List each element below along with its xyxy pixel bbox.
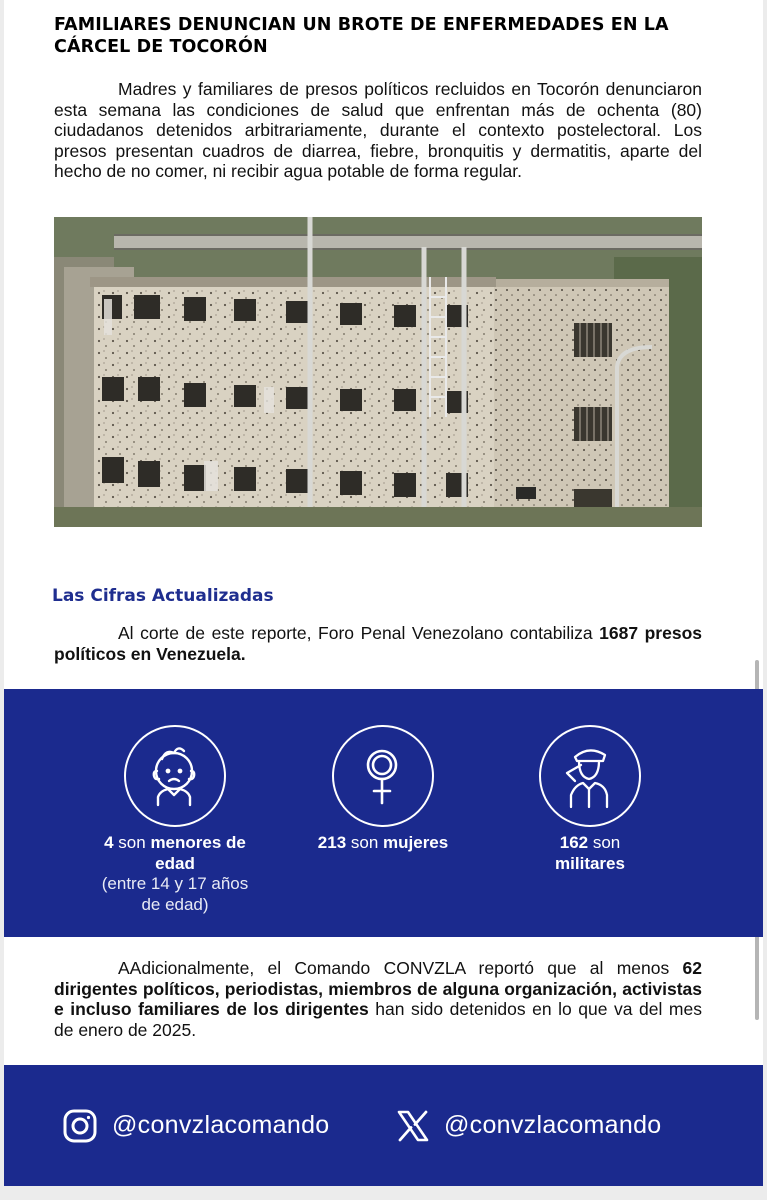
figures-intro-bold: 1687 presos políticos en Venezuela. — [54, 623, 703, 664]
bottom-strip — [0, 1186, 767, 1200]
left-frame — [0, 0, 4, 1200]
stat-women-label: mujeres — [383, 833, 449, 852]
stat-women — [300, 833, 466, 854]
stat-military — [507, 833, 673, 874]
female-symbol-icon — [332, 725, 434, 827]
x-link[interactable] — [396, 1065, 662, 1186]
stat-military-mid: son — [588, 833, 621, 852]
section-title-figures: Las Cifras Actualizadas — [52, 586, 274, 606]
stat-military-label: militares — [555, 853, 625, 873]
instagram-icon — [62, 1108, 98, 1144]
social-band — [4, 1065, 763, 1186]
stat-minors-number: 4 — [104, 833, 114, 852]
instagram-link[interactable] — [62, 1065, 330, 1186]
prison-photo — [54, 217, 702, 527]
stat-minors-sub: (entre 14 y 17 años de edad) — [101, 874, 249, 914]
additional-paragraph — [54, 958, 702, 1040]
stat-minors — [92, 833, 258, 915]
additional-bold: 62 dirigentes políticos, periodistas, miembros de alguna organización, activistas e incluso familiares de los dirigentes — [54, 958, 702, 1019]
additional-before: AAdicionalmente, el Comando CONVZLA reportó que al menos — [118, 958, 683, 978]
figures-intro-text: Al corte de este reporte, Foro Penal Venezolano contabiliza — [118, 623, 600, 643]
stat-women-mid: son — [346, 833, 384, 852]
x-handle[interactable]: @convzlacomando — [444, 1111, 662, 1139]
stats-band — [4, 689, 763, 937]
x-icon — [396, 1109, 430, 1143]
instagram-handle[interactable]: @convzlacomando — [112, 1111, 330, 1139]
right-frame — [763, 0, 767, 1200]
child-icon — [124, 725, 226, 827]
article-paragraph: Madres y familiares de presos políticos recluidos en Tocorón denunciaron esta semana las condiciones de salud que enfrentan más de ochenta (80) ciudadanos detenidos arbitrariamente, durante el contexto postelectoral. Los presos presentan cuadros de diarrea, fiebre, bronquitis y dermatitis, aparte del hecho de no comer, ni recibir agua potable de forma regular. — [54, 79, 702, 181]
soldier-salute-icon — [539, 725, 641, 827]
article-headline: FAMILIARES DENUNCIAN UN BROTE DE ENFERMEDADES EN LA CÁRCEL DE TOCORÓN — [54, 15, 669, 57]
tocoron-prison-image — [54, 217, 702, 527]
additional-after: han sido detenidos en lo que va del mes de enero de 2025. — [54, 999, 702, 1040]
stat-women-number: 213 — [317, 833, 347, 852]
stat-military-number: 162 — [559, 833, 589, 852]
stat-minors-mid: son — [113, 833, 151, 852]
stat-minors-label: menores de edad — [150, 833, 246, 873]
figures-intro — [54, 623, 702, 664]
